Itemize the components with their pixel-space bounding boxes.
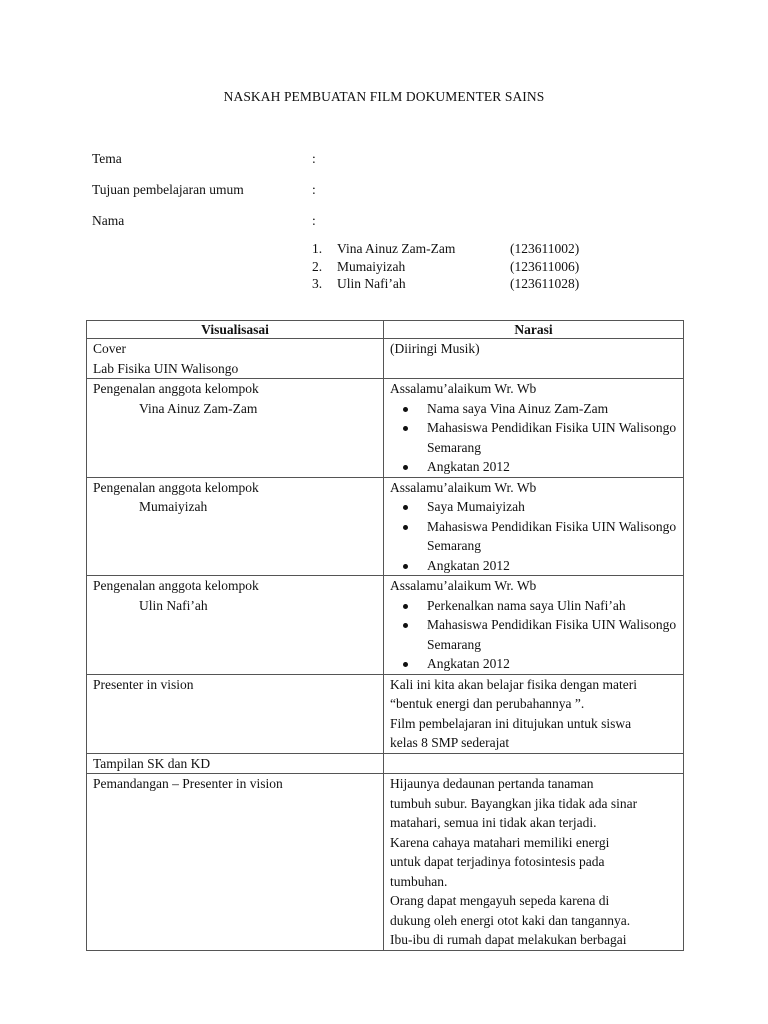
table-header-row [87,321,684,339]
cell-line: dukung oleh energi otot kaki dan tangannya. [390,912,631,928]
narasi-cell [384,774,684,951]
visualisasi-cell: Tampilan SK dan KD [87,753,384,774]
cell-line: Cover [93,341,126,356]
cell-line: Ulin Nafi’ah [139,597,208,613]
cell-line: Karena cahaya matahari memiliki energi [390,834,610,850]
table-row [87,379,684,478]
bullet-item: Saya Mumaiyizah [396,497,677,517]
member-nim: (123611006) [510,259,580,274]
cell-line: Mumaiyizah [139,499,208,514]
member-number: 2. [312,259,323,274]
field-colon: : [312,182,316,197]
field-label: Tujuan pembelajaran umum [92,182,244,197]
script-table [86,320,684,951]
greeting-text: Assalamu’alaikum Wr. Wb [390,479,537,495]
bullet-item: Mahasiswa Pendidikan Fisika UIN Walisongo Semarang [396,517,677,556]
cell-line: kelas 8 SMP sederajat [390,735,510,750]
table-row [87,576,684,675]
table-row [87,753,684,774]
bullet-list [390,596,677,674]
table-row [87,674,684,753]
bullet-list [390,497,677,575]
visualisasi-cell [87,339,384,379]
bullet-item: Angkatan 2012 [396,556,677,576]
field-label: Nama [92,213,125,228]
header-narasi: Narasi [384,321,684,339]
greeting-text: Assalamu’alaikum Wr. Wb [390,381,537,396]
visualisasi-cell [87,576,384,675]
visualisasi-cell [87,477,384,576]
member-name: Mumaiyizah [337,259,406,274]
field-colon: : [312,213,316,228]
cell-line: Vina Ainuz Zam-Zam [139,400,258,416]
narasi-cell [384,339,684,379]
cell-line: “bentuk energi dan perubahannya ”. [390,696,585,711]
cell-line: Pengenalan anggota kelompok [93,578,259,593]
bullet-item: Nama saya Vina Ainuz Zam-Zam [396,399,677,419]
member-name: Ulin Nafi’ah [337,276,406,291]
cell-line: untuk dapat terjadinya fotosintesis pada [390,854,605,869]
narasi-cell [384,379,684,478]
cell-line: Lab Fisika UIN Walisongo [93,360,239,376]
cell-line: tumbuhan. [390,873,448,889]
member-number: 1. [312,241,323,256]
bullet-item: Angkatan 2012 [396,457,677,477]
cell-line: (Diiringi Musik) [390,341,480,356]
bullet-item: Mahasiswa Pendidikan Fisika UIN Walisongo Semarang [396,615,677,654]
cell-line: matahari, semua ini tidak akan terjadi. [390,815,597,830]
member-number: 3. [312,276,323,291]
member-nim: (123611028) [510,276,580,291]
bullet-item: Mahasiswa Pendidikan Fisika UIN Walisongo Semarang [396,418,677,457]
visualisasi-cell [87,379,384,478]
cell-line: Film pembelajaran ini ditujukan untuk siswa [390,715,632,731]
field-label: Tema [92,151,122,166]
narasi-cell [384,477,684,576]
cell-line: Pengenalan anggota kelompok [93,479,259,495]
field-colon: : [312,151,316,166]
narasi-cell [384,674,684,753]
bullet-item: Perkenalkan nama saya Ulin Nafi’ah [396,596,677,616]
table-row [87,339,684,379]
narasi-cell [384,576,684,675]
member-nim: (123611002) [510,241,580,256]
table-row [87,774,684,951]
cell-line: Pengenalan anggota kelompok [93,381,259,396]
table-row [87,477,684,576]
member-name: Vina Ainuz Zam-Zam [337,241,456,256]
header-visualisasi: Visualisasai [87,321,384,339]
document-title: NASKAH PEMBUATAN FILM DOKUMENTER SAINS [223,89,545,104]
cell-line: Orang dapat mengayuh sepeda karena di [390,893,610,908]
bullet-item: Angkatan 2012 [396,654,677,674]
visualisasi-cell: Pemandangan – Presenter in vision [87,774,384,951]
cell-line: Kali ini kita akan belajar fisika dengan materi [390,676,638,692]
bullet-list [390,399,677,477]
cell-line: Hijaunya dedaunan pertanda tanaman [390,776,594,791]
greeting-text: Assalamu’alaikum Wr. Wb [390,578,537,593]
narasi-cell [384,753,684,774]
visualisasi-cell: Presenter in vision [87,674,384,753]
cell-line: Ibu-ibu di rumah dapat melakukan berbagai [390,932,627,947]
cell-line: tumbuh subur. Bayangkan jika tidak ada sinar [390,795,638,811]
